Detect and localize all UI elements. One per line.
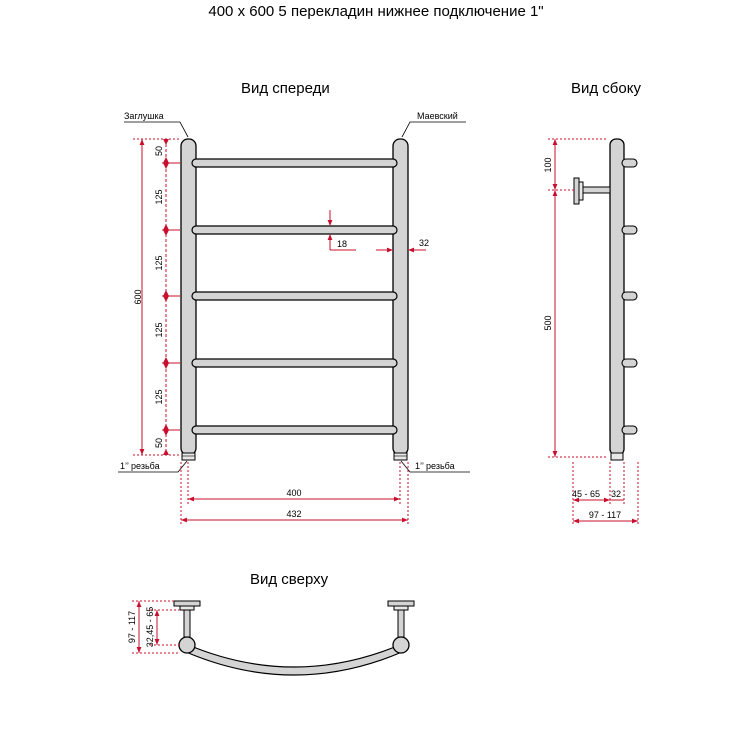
- rung: [192, 226, 397, 234]
- mayevsky-label: Маевский: [417, 111, 458, 121]
- dim-bar-diameter: 18: [337, 239, 348, 249]
- rung: [192, 359, 397, 367]
- dim-height-total: 600: [133, 289, 143, 305]
- rung: [192, 159, 397, 167]
- wall-bracket-arm: [580, 187, 610, 193]
- page-title: 400 x 600 5 перекладин нижнее подключение 1": [208, 3, 544, 20]
- top-view: [127, 601, 414, 675]
- side-dim-center-distance: 500: [543, 315, 553, 331]
- dim-center-distance: 400: [286, 488, 302, 498]
- top-right-pipe: [393, 637, 409, 653]
- top-left-arm: [184, 610, 190, 637]
- plug-label: Заглушка: [124, 111, 164, 121]
- side-rung: [622, 159, 637, 167]
- dim-bottom-offset: 50: [154, 437, 164, 449]
- side-dim-wall-distance: 45 - 65: [572, 489, 601, 499]
- dim-spacing-1: 125: [154, 189, 164, 205]
- top-view-title: Вид сверху: [250, 571, 329, 588]
- dim-spacing-3: 125: [154, 322, 164, 338]
- rung: [192, 426, 397, 434]
- side-dim-overall-depth: 97 - 117: [588, 510, 622, 520]
- top-left-flange: [174, 601, 200, 606]
- front-view: [118, 111, 470, 525]
- top-left-plate: [180, 606, 194, 610]
- top-left-pipe: [179, 637, 195, 653]
- side-dim-top-offset: 100: [543, 157, 553, 173]
- wall-bracket-plate: [574, 178, 579, 204]
- top-right-arm: [398, 610, 404, 637]
- wall-bracket-flange: [579, 182, 583, 200]
- right-pipe-thread: [394, 453, 407, 460]
- top-right-plate: [394, 606, 408, 610]
- side-pipe-thread: [611, 453, 623, 460]
- dim-spacing-2: 125: [154, 255, 164, 271]
- front-view-title: Вид спереди: [241, 80, 330, 97]
- rung: [192, 292, 397, 300]
- side-view: [543, 139, 638, 526]
- top-right-flange: [388, 601, 414, 606]
- side-rung: [622, 226, 637, 234]
- side-rung: [622, 292, 637, 300]
- side-rung: [622, 426, 637, 434]
- side-rung: [622, 359, 637, 367]
- thread-left-label: 1’’ резьба: [120, 461, 160, 471]
- top-dim-wall-distance: 32,45 - 65: [145, 606, 155, 648]
- thread-right-label: 1’’ резьба: [415, 461, 455, 471]
- dim-top-offset: 50: [154, 145, 164, 157]
- dim-pipe-diameter: 32: [419, 238, 430, 248]
- dim-spacing-4: 125: [154, 389, 164, 405]
- top-curved-rung: [186, 644, 402, 675]
- top-dim-overall-depth: 97 - 117: [127, 610, 137, 644]
- side-dim-pipe-diameter: 32: [611, 489, 622, 499]
- dim-overall-width: 432: [286, 509, 302, 519]
- side-view-title: Вид сбоку: [571, 80, 641, 97]
- left-pipe-thread: [182, 453, 195, 460]
